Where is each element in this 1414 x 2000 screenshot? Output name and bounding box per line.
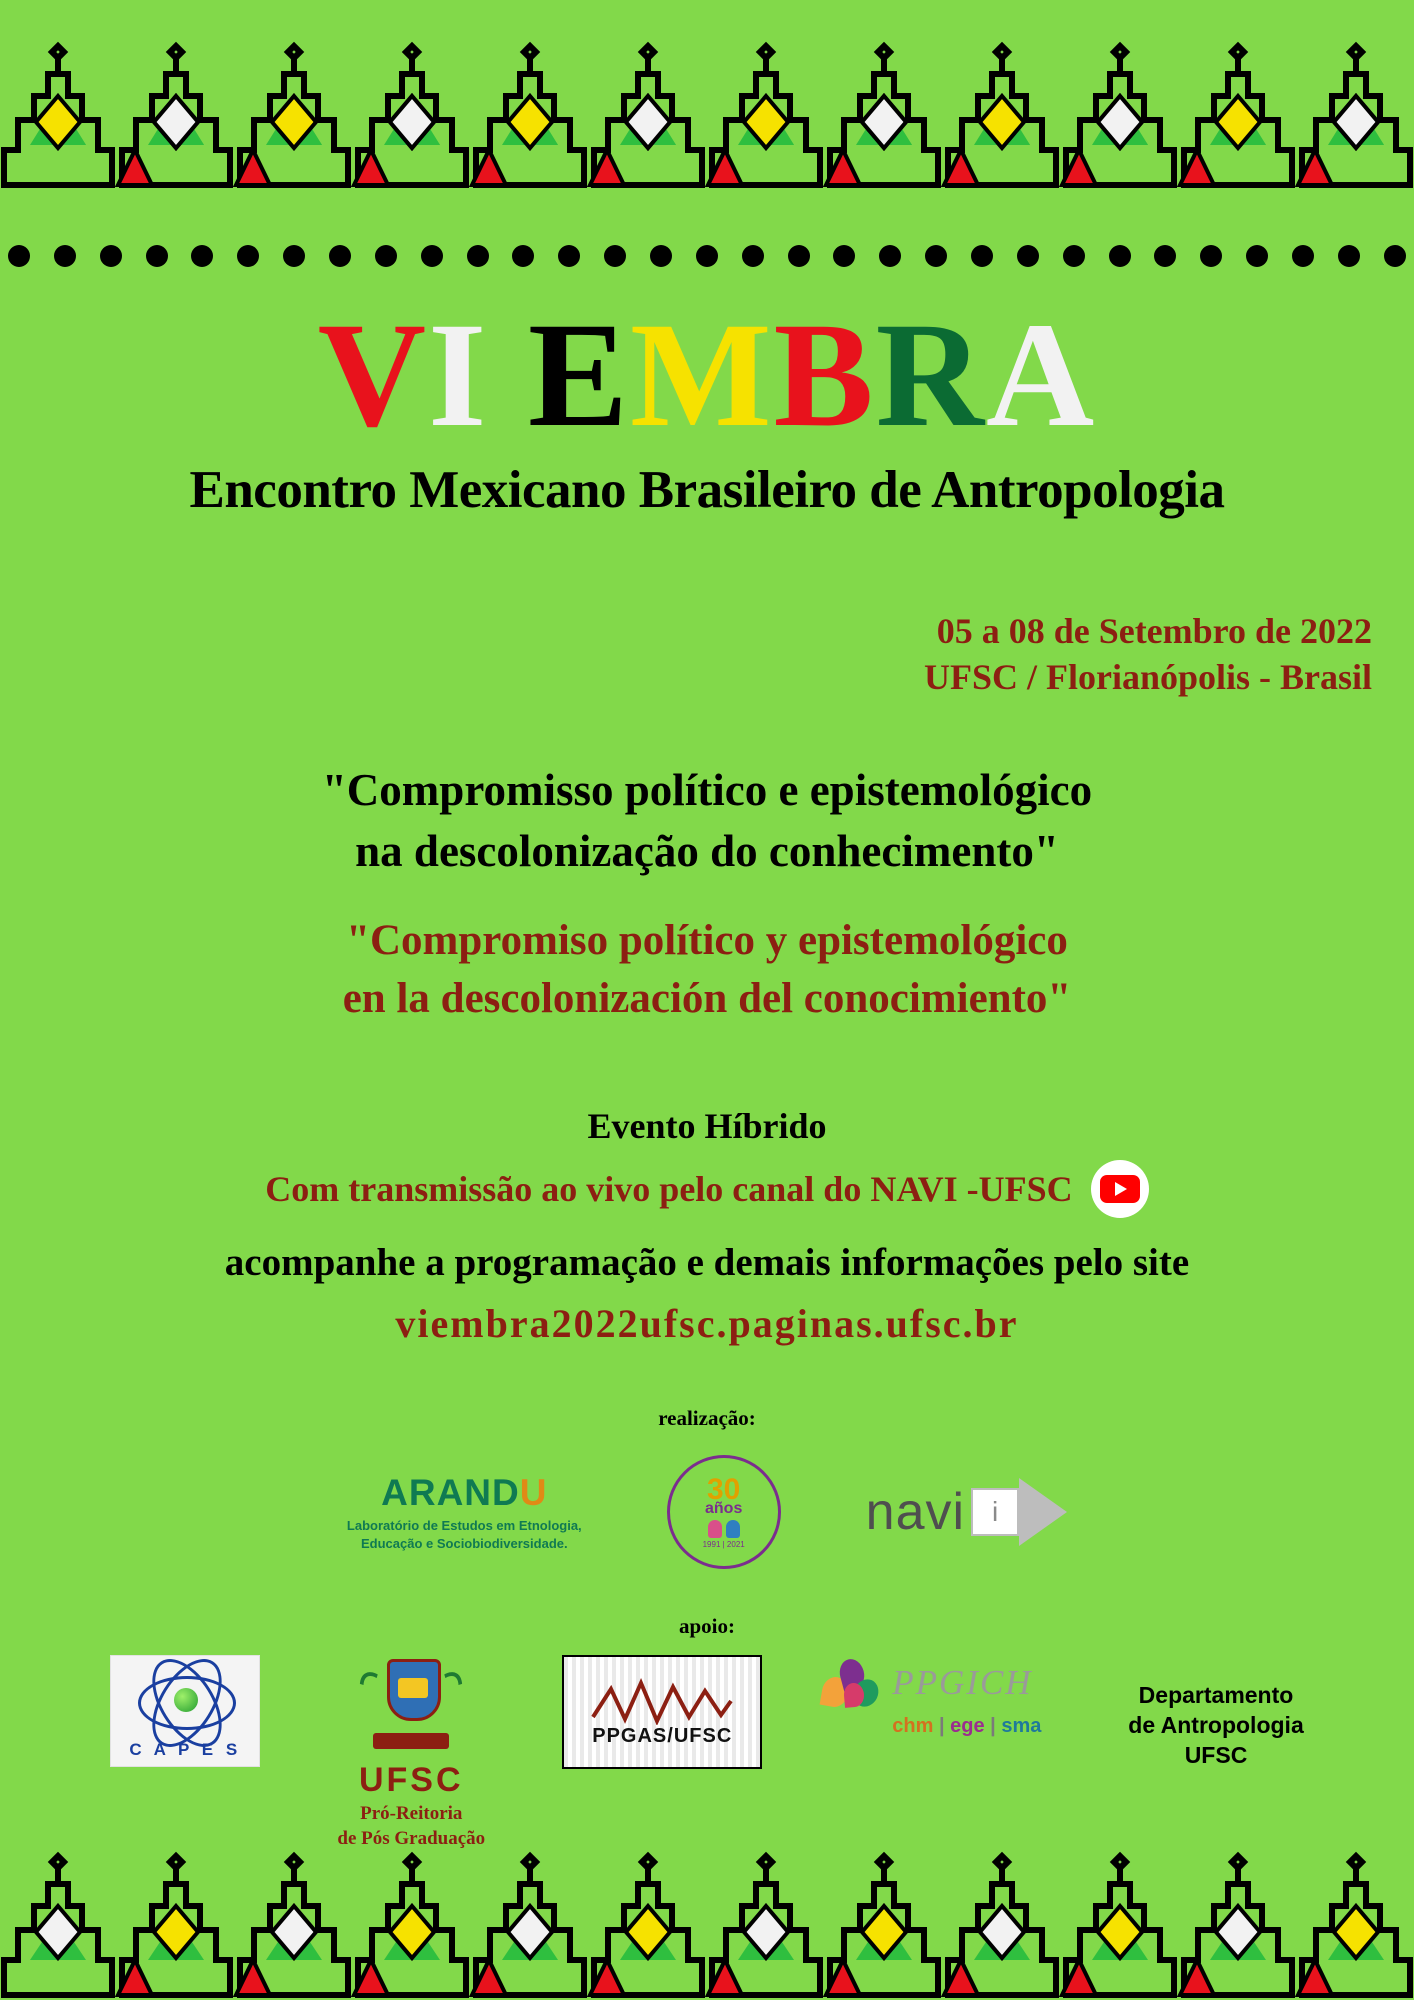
broadcast-text: Com transmissão ao vivo pelo canal do NAVI -UFSC	[265, 1169, 1073, 1209]
dot	[512, 245, 534, 267]
dot	[558, 245, 580, 267]
title-letter-E: E	[527, 292, 630, 458]
youtube-icon[interactable]	[1091, 1160, 1149, 1218]
capes-atom-icon	[130, 1666, 240, 1734]
dot	[1200, 245, 1222, 267]
theme-pt-line2: na descolonização do conhecimento"	[355, 825, 1059, 876]
theme-es-line1: "Compromiso político y epistemológico	[346, 917, 1068, 964]
dot	[1017, 245, 1039, 267]
theme-portuguese	[0, 760, 1414, 882]
theme-es-line2: en la descolonización del conocimiento"	[342, 975, 1072, 1023]
event-format-label: Evento Híbrido	[587, 1106, 827, 1146]
dot	[833, 245, 855, 267]
dot	[237, 245, 259, 267]
navi-letter-box: i	[971, 1488, 1019, 1536]
dot	[146, 245, 168, 267]
arandu-logo	[347, 1472, 582, 1552]
title-letter-V: V	[317, 292, 429, 458]
ppgich-subareas: chm | ege | sma	[892, 1715, 1042, 1737]
ppgas-wordmark: PPGAS/UFSC	[592, 1724, 733, 1747]
ppgas-wave-icon	[587, 1677, 737, 1725]
title-letter-A: A	[985, 292, 1097, 458]
dot	[100, 245, 122, 267]
dot	[283, 245, 305, 267]
ufsc-crest-icon	[363, 1655, 459, 1759]
website-url[interactable]: viembra2022ufsc.paginas.ufsc.br	[395, 1301, 1019, 1346]
dot	[191, 245, 213, 267]
navi-logo	[866, 1478, 1067, 1546]
dot-divider	[0, 245, 1414, 275]
dot	[54, 245, 76, 267]
dot	[1109, 245, 1131, 267]
seal-years: 1991 | 2021	[702, 1539, 745, 1549]
realizacao-label: realização:	[658, 1406, 756, 1430]
thirty-years-seal-logo	[667, 1455, 781, 1569]
dot	[1154, 245, 1176, 267]
title-block	[0, 292, 1414, 520]
theme-spanish	[0, 912, 1414, 1028]
title-letter-I: I	[428, 292, 489, 458]
website-call-to-action: acompanhe a programação e demais informações pelo site	[224, 1241, 1190, 1284]
dot	[788, 245, 810, 267]
event-location: UFSC / Florianópolis - Brasil	[923, 657, 1372, 698]
navi-wordmark: navi	[865, 1483, 966, 1541]
dot	[1292, 245, 1314, 267]
dot	[742, 245, 764, 267]
departamento-line3: UFSC	[1184, 1741, 1248, 1768]
dot	[421, 245, 443, 267]
event-date: 05 a 08 de Setembro de 2022	[936, 611, 1372, 651]
capes-logo	[110, 1655, 260, 1767]
dot	[467, 245, 489, 267]
departamento-line2: de Antropologia	[1128, 1711, 1304, 1738]
event-subtitle: Encontro Mexicano Brasileiro de Antropologia	[189, 461, 1225, 519]
ppgas-ufsc-logo	[562, 1655, 762, 1769]
dot	[971, 245, 993, 267]
ufsc-wordmark: UFSC	[358, 1761, 464, 1799]
dot	[1338, 245, 1360, 267]
arandu-wordmark: ARANDU	[381, 1471, 548, 1513]
departamento-antropologia-logo	[1128, 1655, 1303, 1771]
dot	[925, 245, 947, 267]
dot	[8, 245, 30, 267]
dot	[604, 245, 626, 267]
seal-number: 30	[706, 1472, 741, 1506]
date-location-block	[924, 608, 1372, 700]
event-acronym-title	[0, 292, 1414, 458]
ufsc-proreitoria-text: Pró-Reitoria de Pós Graduação	[337, 1803, 486, 1849]
ppgich-wordmark: PPGICH	[892, 1663, 1033, 1702]
top-border-decoration	[0, 0, 1414, 190]
departamento-line1: Departamento	[1138, 1682, 1294, 1708]
title-letter-M: M	[629, 292, 774, 458]
dot	[329, 245, 351, 267]
capes-wordmark: C A P E S	[129, 1740, 242, 1759]
dot	[879, 245, 901, 267]
theme-pt-line1: "Compromisso político e epistemológico	[321, 765, 1093, 815]
ppgich-petals-icon	[820, 1655, 882, 1711]
realizacao-logos	[0, 1455, 1414, 1569]
broadcast-line	[0, 1160, 1414, 1218]
seal-figures-icon	[708, 1520, 740, 1538]
dot	[650, 245, 672, 267]
dot	[375, 245, 397, 267]
seal-anos-label: años	[705, 1499, 743, 1517]
title-letter-R: R	[875, 292, 986, 458]
dot	[696, 245, 718, 267]
navi-play-triangle-icon	[1019, 1478, 1067, 1546]
ppgich-logo	[820, 1655, 1070, 1738]
dot	[1246, 245, 1268, 267]
apoio-label: apoio:	[678, 1614, 735, 1638]
arandu-tagline: Laboratório de Estudos em Etnologia, Educação e Sociobiodiversidade.	[346, 1517, 582, 1551]
bottom-border-decoration	[0, 1810, 1414, 2000]
dot	[1384, 245, 1406, 267]
dot	[1063, 245, 1085, 267]
title-letter-B: B	[773, 292, 876, 458]
